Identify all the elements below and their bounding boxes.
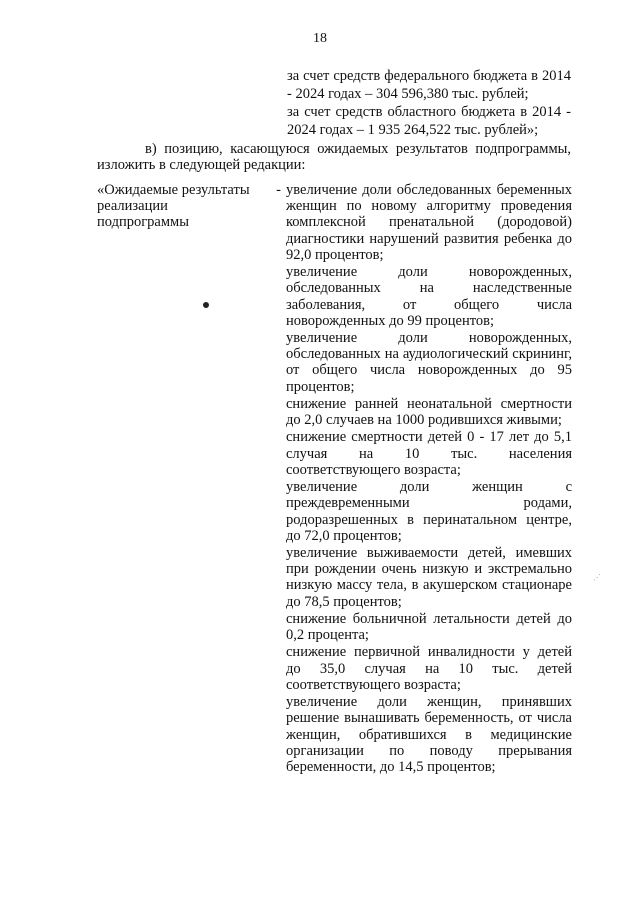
funding-federal: за счет средств федерального бюджета в 2014 - 2024 годах – 304 596,380 тыс. рублей;: [287, 68, 571, 102]
funding-block: [287, 67, 571, 139]
result-item: увеличение выживаемости детей, имевших при рождении очень низкую и экстремально низкую массу тела, в акушерском стационаре до 78,5 процентов;: [286, 545, 572, 610]
scan-speck-icon: ⋰: [593, 573, 601, 582]
results-label-line1: «Ожидаемые результаты: [97, 182, 250, 198]
instruction-paragraph: [97, 141, 571, 173]
result-item: увеличение доли обследованных беременных женщин по новому алгоритму проведения комплексной пренатальной (дородовой) диагностики нарушений развития ребенка до 92,0 процентов;: [286, 182, 572, 263]
results-label-line2: реализации: [97, 198, 168, 215]
scan-dot-icon: [203, 302, 209, 308]
result-item: снижение первичной инвалидности у детей до 35,0 случая на 10 тыс. детей соответствующего возраста;: [286, 644, 572, 693]
results-list: [286, 182, 572, 776]
funding-regional: за счет средств областного бюджета в 2014 - 2024 годах – 1 935 264,522 тыс. рублей»;: [287, 104, 571, 138]
result-item: снижение смертности детей 0 - 17 лет до 5,1 случая на 10 тыс. населения соответствующего возраста;: [286, 429, 572, 478]
result-item: увеличение доли женщин с преждевременными родами, родоразрешенных в перинатальном центре, до 72,0 процентов;: [286, 479, 572, 544]
page-number: 18: [313, 31, 327, 46]
results-label-dash: -: [276, 182, 281, 198]
result-item: снижение больничной летальности детей до 0,2 процента;: [286, 610, 572, 644]
result-item: увеличение доли новорожденных, обследованных на наследственные заболевания, от общего числа новорожденных до 99 процентов;: [286, 264, 572, 329]
instruction-text: в) позицию, касающуюся ожидаемых результатов подпрограммы, изложить в следующей редакции:: [97, 141, 571, 173]
result-item: увеличение доли женщин, принявших решение вынашивать беременность, от числа женщин, обратившихся в медицинские организации по поводу прерывания беременности, до 14,5 процентов;: [286, 694, 572, 775]
results-label: [97, 182, 281, 231]
result-item: увеличение доли новорожденных, обследованных на аудиологический скрининг, от общего числа новорожденных до 95 процентов;: [286, 330, 572, 395]
results-label-line3: подпрограммы: [97, 214, 189, 231]
result-item: снижение ранней неонатальной смертности до 2,0 случаев на 1000 родившихся живыми;: [286, 395, 572, 429]
